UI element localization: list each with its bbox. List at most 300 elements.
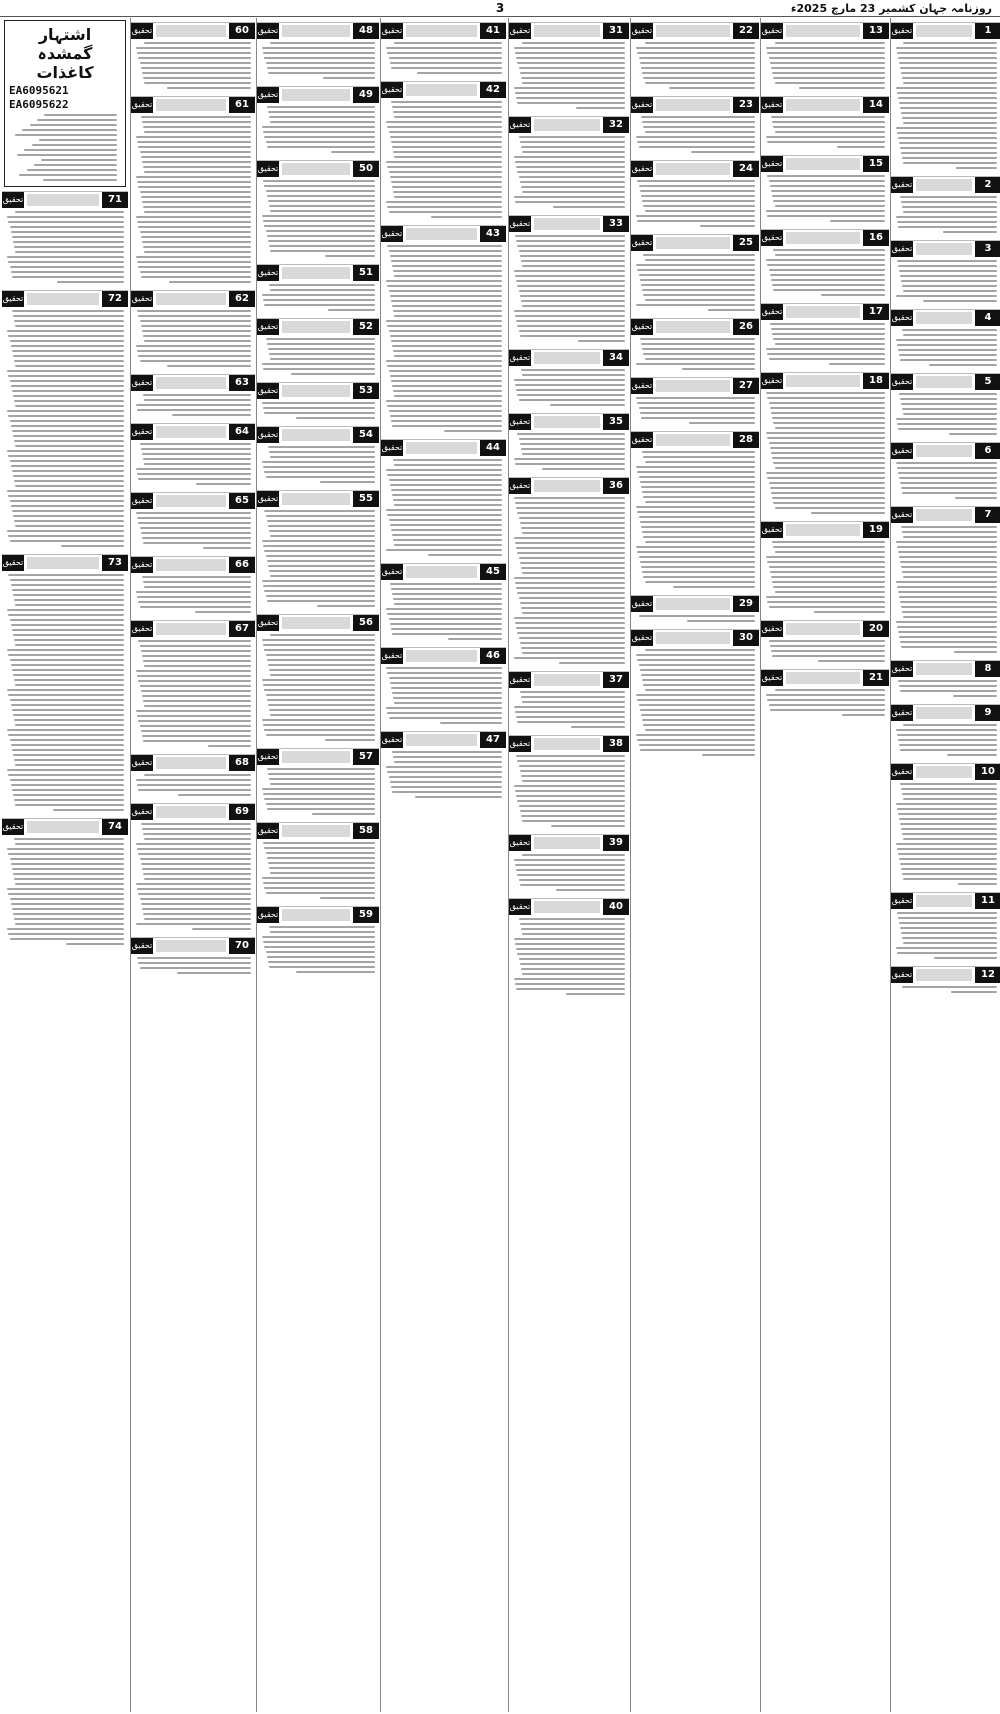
text-line [263, 724, 375, 726]
news-item-23 [631, 96, 759, 156]
text-line [769, 358, 885, 360]
header-bar [534, 416, 600, 428]
text-line [520, 602, 625, 604]
text-line [391, 260, 502, 262]
text-line [643, 254, 755, 256]
text-line [896, 295, 997, 297]
news-item-header [631, 235, 759, 251]
item-number: 21 [863, 670, 889, 686]
text-line [771, 116, 885, 118]
text-line [15, 843, 124, 845]
text-line [515, 542, 625, 544]
text-line [269, 530, 375, 532]
text-line [14, 838, 124, 840]
news-item-header [131, 291, 255, 307]
section-tag: تحقیق [2, 291, 24, 307]
text-line [898, 265, 997, 267]
text-line [517, 245, 625, 247]
text-line [645, 461, 755, 463]
text-line [645, 358, 755, 360]
news-item-body [761, 175, 889, 222]
text-line [169, 281, 251, 283]
news-item-61 [131, 96, 255, 286]
text-line [325, 255, 375, 257]
news-item-body [891, 680, 1000, 697]
news-item-4 [891, 309, 1000, 369]
text-line [900, 749, 997, 751]
text-line [934, 957, 997, 959]
text-line [639, 704, 755, 706]
text-line [264, 57, 375, 59]
text-line [266, 892, 375, 894]
text-line [138, 57, 251, 59]
text-line [140, 231, 251, 233]
text-line [386, 549, 502, 551]
text-line [899, 477, 997, 479]
text-line [770, 709, 885, 711]
news-item-body [131, 576, 255, 613]
text-line [517, 394, 625, 396]
text-line [325, 739, 375, 741]
news-item-header [761, 522, 889, 538]
text-line [516, 627, 625, 629]
text-line [136, 176, 251, 178]
text-line [144, 463, 251, 465]
text-line [775, 82, 885, 84]
news-item-20 [761, 620, 889, 665]
text-line [390, 583, 502, 585]
header-bar [534, 25, 600, 37]
text-line [394, 702, 502, 704]
news-item-body [891, 783, 1000, 885]
text-line [143, 206, 251, 208]
header-bar [156, 25, 226, 37]
section-tag: تحقیق [257, 907, 279, 923]
text-line [901, 152, 997, 154]
text-line [521, 928, 625, 930]
text-line [263, 368, 375, 370]
text-line [13, 714, 124, 716]
text-line [951, 991, 997, 993]
text-line [901, 788, 997, 790]
news-item-header [891, 177, 1000, 193]
text-line [140, 967, 251, 969]
text-line [393, 697, 502, 699]
text-line [263, 299, 375, 301]
news-item-5 [891, 373, 1000, 438]
text-line [899, 393, 997, 395]
text-line [773, 502, 885, 504]
text-line [520, 181, 625, 183]
text-line [13, 435, 124, 437]
text-line [897, 586, 997, 588]
news-item-body [131, 443, 255, 485]
text-line [268, 565, 375, 567]
text-line [136, 710, 251, 712]
text-line [639, 146, 755, 148]
section-tag: تحقیق [509, 350, 531, 366]
text-line [897, 952, 997, 954]
text-line [900, 107, 997, 109]
text-line [799, 87, 885, 89]
text-line [12, 430, 124, 432]
text-line [15, 485, 124, 487]
text-line [643, 77, 755, 79]
news-item-body [761, 392, 889, 514]
text-line [514, 156, 625, 158]
text-line [264, 412, 375, 414]
header-bar [282, 751, 350, 763]
news-item-header [131, 938, 255, 954]
text-line [516, 948, 625, 950]
text-line [522, 191, 625, 193]
text-line [264, 136, 375, 138]
news-item-header [631, 23, 759, 39]
text-line [27, 169, 117, 171]
news-item-body [761, 541, 889, 613]
text-line [263, 941, 375, 943]
text-line [767, 699, 885, 701]
header-bar [916, 969, 972, 981]
text-line [640, 412, 755, 414]
text-line [142, 241, 251, 243]
text-line [520, 884, 625, 886]
text-line [899, 596, 997, 598]
news-item-header [381, 23, 506, 39]
text-line [138, 478, 251, 480]
news-item-body [381, 101, 506, 218]
text-line [267, 146, 375, 148]
text-line [389, 57, 502, 59]
text-line [320, 897, 375, 899]
text-line [897, 912, 997, 914]
text-line [775, 254, 885, 256]
text-line [263, 131, 375, 133]
text-line [901, 487, 997, 489]
section-tag: تحقیق [509, 117, 531, 133]
text-line [144, 918, 251, 920]
news-item-header [2, 819, 128, 835]
text-line [11, 863, 124, 865]
section-tag: تحقیق [761, 670, 783, 686]
news-item-header [381, 564, 506, 580]
text-line [902, 937, 997, 939]
section-tag: تحقیق [257, 823, 279, 839]
header-bar [156, 559, 226, 571]
news-item-body [631, 254, 759, 311]
text-line [393, 151, 502, 153]
news-item-header [257, 427, 379, 443]
text-line [639, 615, 755, 617]
text-line [142, 576, 251, 578]
text-line [642, 679, 755, 681]
news-item-header [381, 648, 506, 664]
text-line [10, 779, 124, 781]
news-item-52 [257, 318, 379, 378]
section-tag: تحقیق [131, 424, 153, 440]
news-item-body [509, 691, 629, 728]
text-line [138, 680, 251, 682]
header-bar [156, 806, 226, 818]
news-item-header [761, 97, 889, 113]
text-line [641, 526, 755, 528]
text-line [37, 119, 117, 121]
item-number: 8 [975, 661, 1000, 677]
header-bar [916, 707, 972, 719]
text-line [390, 136, 502, 138]
text-line [11, 584, 124, 586]
text-line [566, 993, 625, 995]
news-item-body [257, 402, 379, 419]
text-line [770, 407, 885, 409]
column-8 [2, 18, 128, 1712]
news-item-19 [761, 521, 889, 616]
text-line [517, 760, 625, 762]
text-line [392, 385, 502, 387]
section-tag: تحقیق [257, 319, 279, 335]
text-line [902, 793, 997, 795]
text-line [642, 571, 755, 573]
text-line [136, 923, 251, 925]
text-line [141, 730, 251, 732]
text-line [643, 496, 755, 498]
text-line [389, 171, 502, 173]
text-line [900, 67, 997, 69]
text-line [263, 882, 375, 884]
news-item-header [631, 596, 759, 612]
news-item-33 [509, 215, 629, 345]
text-line [387, 325, 502, 327]
text-line [144, 251, 251, 253]
news-item-72 [2, 290, 128, 550]
text-line [32, 144, 117, 146]
text-line [389, 519, 502, 521]
text-line [137, 350, 251, 352]
text-line [143, 873, 251, 875]
text-line [520, 295, 625, 297]
text-line [138, 853, 251, 855]
text-line [519, 399, 625, 401]
text-line [643, 536, 755, 538]
item-number: 30 [733, 630, 759, 646]
text-line [553, 206, 625, 208]
text-line [11, 385, 124, 387]
text-line [440, 722, 502, 724]
news-item-body [891, 462, 1000, 499]
text-line [144, 705, 251, 707]
text-line [262, 936, 375, 938]
text-line [514, 537, 625, 539]
text-line [10, 420, 124, 422]
news-item-58 [257, 822, 379, 902]
text-line [519, 879, 625, 881]
news-item-6 [891, 442, 1000, 502]
item-number: 23 [733, 97, 759, 113]
text-line [775, 205, 885, 207]
text-line [900, 641, 997, 643]
text-line [641, 486, 755, 488]
section-tag: تحقیق [131, 621, 153, 637]
news-item-21 [761, 669, 889, 719]
text-line [34, 164, 117, 166]
header-bar [27, 821, 99, 833]
news-item-body [761, 116, 889, 148]
text-line [391, 141, 502, 143]
section-tag: تحقیق [509, 835, 531, 851]
text-line [136, 779, 251, 781]
item-number: 35 [603, 414, 629, 430]
text-line [640, 279, 755, 281]
news-item-header [131, 755, 255, 771]
text-line [775, 507, 885, 509]
news-item-18 [761, 372, 889, 517]
news-item-header [381, 440, 506, 456]
lost-documents-notice [4, 20, 126, 187]
text-line [640, 521, 755, 523]
text-line [138, 789, 251, 791]
news-item-55 [257, 490, 379, 610]
text-line [899, 636, 997, 638]
text-line [264, 185, 375, 187]
text-line [137, 473, 251, 475]
text-line [521, 607, 625, 609]
text-line [770, 274, 885, 276]
text-line [143, 77, 251, 79]
text-line [137, 715, 251, 717]
text-line [901, 403, 997, 405]
news-item-body [631, 180, 759, 227]
text-line [903, 798, 997, 800]
section-tag: تحقیق [509, 672, 531, 688]
header-bar [656, 237, 730, 249]
header-bar [534, 837, 600, 849]
text-line [516, 320, 625, 322]
header-bar [916, 895, 972, 907]
text-line [821, 294, 885, 296]
text-line [901, 646, 997, 648]
news-item-49 [257, 86, 379, 156]
section-tag: تحقیق [761, 156, 783, 172]
text-line [766, 596, 885, 598]
text-line [902, 873, 997, 875]
text-line [386, 121, 502, 123]
item-number: 64 [229, 424, 255, 440]
text-line [901, 112, 997, 114]
text-line [643, 294, 755, 296]
text-line [516, 755, 625, 757]
news-item-body [891, 329, 1000, 366]
text-line [766, 210, 885, 212]
text-line [903, 536, 997, 538]
item-number: 10 [975, 764, 1000, 780]
text-line [902, 986, 997, 988]
text-line [773, 338, 885, 340]
header-bar [27, 557, 99, 569]
text-line [331, 151, 375, 153]
text-line [142, 201, 251, 203]
text-line [643, 576, 755, 578]
text-line [14, 639, 124, 641]
header-bar [786, 524, 860, 536]
header-bar [534, 901, 600, 913]
news-item-43 [381, 225, 506, 435]
item-number: 25 [733, 235, 759, 251]
text-line [263, 52, 375, 54]
text-line [896, 541, 997, 543]
header-bar [282, 321, 350, 333]
text-line [517, 512, 625, 514]
news-item-body [381, 751, 506, 798]
text-line [269, 926, 375, 928]
header-bar [656, 632, 730, 644]
news-item-74 [2, 818, 128, 948]
text-line [392, 534, 502, 536]
item-number: 63 [229, 375, 255, 391]
text-line [899, 270, 997, 272]
item-number: 14 [863, 97, 889, 113]
text-line [901, 828, 997, 830]
text-line [140, 62, 251, 64]
text-line [15, 684, 124, 686]
text-line [953, 695, 997, 697]
text-line [391, 380, 502, 382]
text-line [642, 121, 755, 123]
text-line [901, 868, 997, 870]
text-line [143, 335, 251, 337]
text-line [8, 495, 124, 497]
text-line [263, 684, 375, 686]
news-item-38 [509, 735, 629, 830]
section-tag: تحقیق [891, 764, 913, 780]
text-line [61, 545, 124, 547]
text-line [140, 606, 251, 608]
text-line [263, 545, 375, 547]
text-line [394, 504, 502, 506]
text-line [137, 784, 251, 786]
text-line [900, 690, 997, 692]
text-line [898, 57, 997, 59]
item-number: 6 [975, 443, 1000, 459]
text-line [267, 956, 375, 958]
text-line [137, 517, 251, 519]
text-line [636, 506, 755, 508]
text-line [140, 360, 251, 362]
news-item-73 [2, 554, 128, 814]
page-number: 3 [495, 1, 505, 15]
section-tag: تحقیق [381, 440, 403, 456]
text-line [392, 106, 502, 108]
section-tag: تحقیق [891, 241, 913, 257]
news-item-body [891, 526, 1000, 653]
news-item-8 [891, 660, 1000, 700]
text-line [30, 124, 117, 126]
text-line [519, 597, 625, 599]
text-line [903, 334, 997, 336]
item-number: 27 [733, 378, 759, 394]
news-item-body [257, 842, 379, 899]
header-bar [534, 218, 600, 230]
text-line [520, 923, 625, 925]
text-line [519, 958, 625, 960]
news-item-body [631, 42, 759, 89]
text-line [10, 340, 124, 342]
text-line [392, 425, 502, 427]
text-line [521, 647, 625, 649]
text-line [515, 983, 625, 985]
text-line [389, 618, 502, 620]
text-line [14, 520, 124, 522]
news-item-header [131, 23, 255, 39]
